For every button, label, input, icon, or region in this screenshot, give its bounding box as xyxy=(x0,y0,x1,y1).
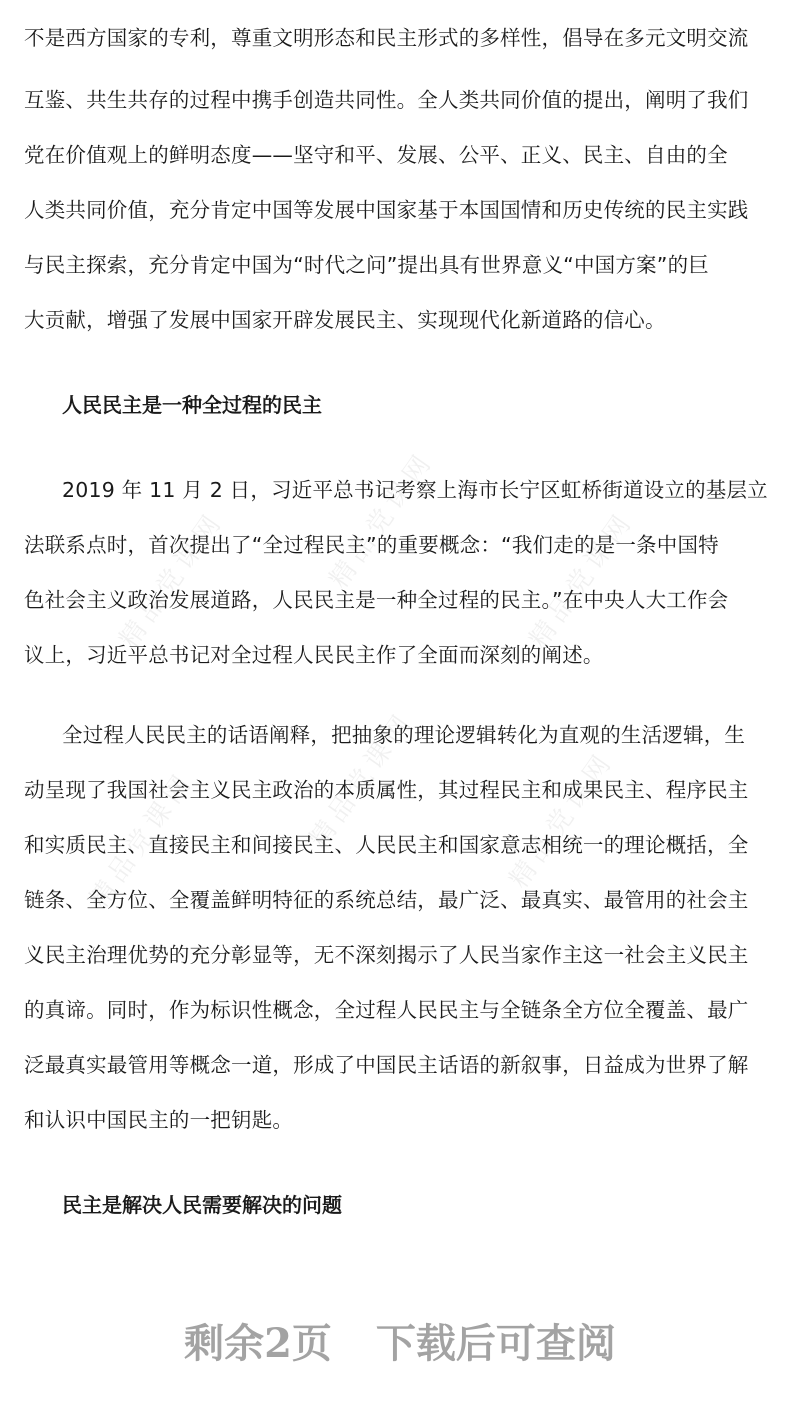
remaining-pages-label: 剩余2页 xyxy=(184,1320,332,1367)
text-line: 议上，习近平总书记对全过程人民民主作了全面而深刻的阐述。 xyxy=(24,643,604,667)
watermark: 精品党课网 xyxy=(303,705,421,855)
text-line: 大贡献，增强了发展中国家开辟发展民主、实现现代化新道路的信心。 xyxy=(24,308,666,332)
watermark: 精品党课网 xyxy=(113,505,231,655)
text-line: 人类共同价值，充分肯定中国等发展中国家基于本国国情和历史传统的民主实践 xyxy=(24,198,749,222)
section-heading: 人民民主是一种全过程的民主 xyxy=(62,393,322,417)
text-line: 色社会主义政治发展道路，人民民主是一种全过程的民主。”在中央人大工作会 xyxy=(24,588,729,612)
text-line: 和认识中国民主的一把钥匙。 xyxy=(24,1108,294,1132)
text-line: 动呈现了我国社会主义民主政治的本质属性，其过程民主和成果民主、程序民主 xyxy=(24,778,749,802)
text-line: 法联系点时，首次提出了“全过程民主”的重要概念：“我们走的是一条中国特 xyxy=(24,533,719,557)
download-to-view-label[interactable]: 下载后可查阅 xyxy=(375,1320,616,1367)
text-line: 和实质民主、直接民主和间接民主、人民民主和国家意志相统一的理论概括，全 xyxy=(24,833,749,857)
watermark: 精品党课网 xyxy=(323,445,441,595)
text-line: 全过程人民民主的话语阐释，把抽象的理论逻辑转化为直观的生活逻辑，生 xyxy=(62,723,746,747)
text-line: 与民主探索，充分肯定中国为“时代之问”提出具有世界意义“中国方案”的巨 xyxy=(24,253,709,277)
text-line: 义民主治理优势的充分彰显等，无不深刻揭示了人民当家作主这一社会主义民主 xyxy=(24,943,749,967)
watermark: 精品党课网 xyxy=(503,745,621,895)
watermark: 精品党课网 xyxy=(523,505,641,655)
text-line: 党在价值观上的鲜明态度——坚守和平、发展、公平、正义、民主、自由的全 xyxy=(24,143,728,167)
section-heading: 民主是解决人民需要解决的问题 xyxy=(62,1193,342,1217)
text-line: 不是西方国家的专利，尊重文明形态和民主形式的多样性，倡导在多元文明交流 xyxy=(24,26,749,50)
text-line: 2019 年 11 月 2 日，习近平总书记考察上海市长宁区虹桥街道设立的基层立 xyxy=(62,478,768,502)
download-prompt-banner[interactable] xyxy=(0,1312,800,1369)
text-line: 链条、全方位、全覆盖鲜明特征的系统总结，最广泛、最真实、最管用的社会主 xyxy=(24,888,749,912)
text-line: 泛最真实最管用等概念一道，形成了中国民主话语的新叙事，日益成为世界了解 xyxy=(24,1053,749,1077)
text-line: 互鉴、共生共存的过程中携手创造共同性。全人类共同价值的提出，阐明了我们 xyxy=(24,88,749,112)
text-line: 的真谛。同时，作为标识性概念，全过程人民民主与全链条全方位全覆盖、最广 xyxy=(24,998,749,1022)
watermark: 精品党课网 xyxy=(83,765,201,915)
